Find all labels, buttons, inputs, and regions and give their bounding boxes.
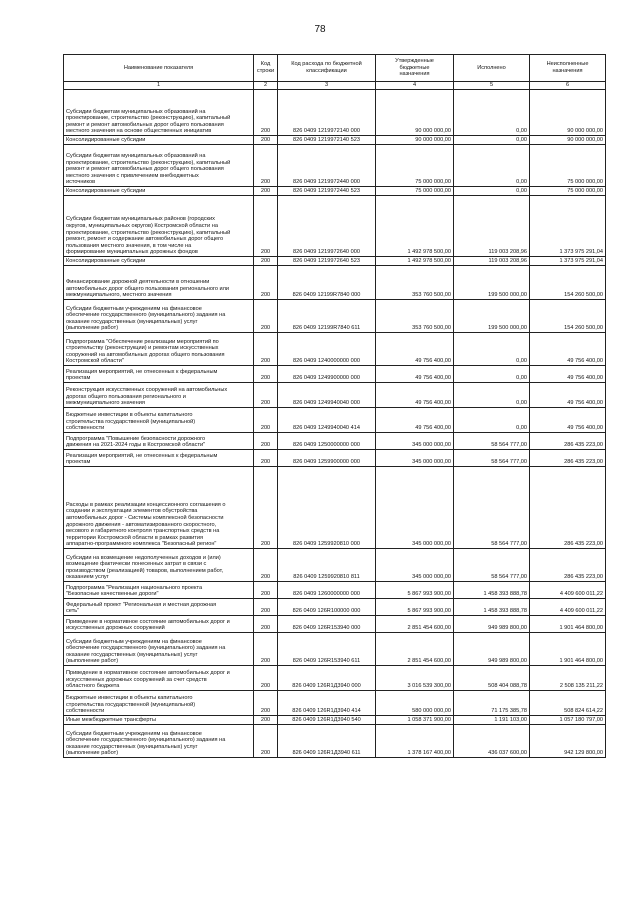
- row-unexecuted-amount: 942 129 800,00: [530, 725, 606, 758]
- row-name: Бюджетные инвестиции в объекты капитального строительства государственной (муниципальной) собственности: [64, 408, 254, 433]
- row-line-code: 200: [254, 266, 278, 300]
- row-name: Расходы в рамках реализации концессионного соглашения о создании и эксплуатации элементов обустройства автомобильных дорог - Системы комплексной безопасности дорожного движения - автоматизированного скоростного, весового и габаритного контроля транспортных средств на территории Костромской области в рамках развития аппаратно-программного комплекса "Безопасный регион": [64, 467, 254, 549]
- row-executed-amount: 0,00: [454, 383, 530, 408]
- row-approved-amount: 90 000 000,00: [376, 136, 454, 145]
- table-row: [64, 266, 606, 300]
- row-executed-amount: 0,00: [454, 145, 530, 187]
- row-name: Субсидии бюджетным учреждениям на финансовое обеспечение государственного (муниципального) задания на оказание государственных (муниципальных) услуг (выполнение работ): [64, 633, 254, 666]
- row-line-code: 200: [254, 300, 278, 333]
- row-name: Подпрограмма "Обеспечение реализации мероприятий по строительству (реконструкции) и ремонтам искусственных сооружений на автомобильных дорогах общего пользования Костромской области": [64, 333, 254, 366]
- row-budget-code: 826 0409 12199R7840 000: [278, 266, 376, 300]
- column-number: 2: [254, 82, 278, 90]
- row-approved-amount: 345 000 000,00: [376, 433, 454, 450]
- row-budget-code: 826 0409 1219972440 523: [278, 187, 376, 196]
- row-unexecuted-amount: 154 260 500,00: [530, 300, 606, 333]
- row-name: Консолидированные субсидии: [64, 187, 254, 196]
- row-name: Подпрограмма "Повышение безопасности дорожного движения на 2021-2024 годы в Костромской области": [64, 433, 254, 450]
- row-approved-amount: 353 760 500,00: [376, 266, 454, 300]
- row-unexecuted-amount: 4 409 600 011,22: [530, 599, 606, 616]
- table-row: [64, 145, 606, 187]
- table-row: [64, 433, 606, 450]
- row-name: Субсидии бюджетам муниципальных образований на проектирование, строительство (реконструкцию), капитальный ремонт и ремонт автомобильных дорог общего пользования местного значения с привлечением внебюджетных источников: [64, 145, 254, 187]
- row-executed-amount: 58 564 777,00: [454, 467, 530, 549]
- row-unexecuted-amount: 75 000 000,00: [530, 187, 606, 196]
- row-unexecuted-amount: 49 756 400,00: [530, 333, 606, 366]
- table-row: [64, 136, 606, 145]
- row-executed-amount: 119 003 208,96: [454, 257, 530, 266]
- row-line-code: 200: [254, 582, 278, 599]
- row-name: Субсидии бюджетам муниципальных образований на проектирование, строительство (реконструкцию), капитальный ремонт и ремонт автомобильных дорог общего пользования местного значения на основе общественных инициатив: [64, 90, 254, 136]
- row-approved-amount: 2 851 454 600,00: [376, 616, 454, 633]
- row-line-code: 200: [254, 383, 278, 408]
- row-unexecuted-amount: 1 373 975 291,04: [530, 257, 606, 266]
- row-line-code: 200: [254, 691, 278, 716]
- row-unexecuted-amount: 49 756 400,00: [530, 366, 606, 383]
- column-header-name: Наименование показателя: [64, 55, 254, 82]
- column-number-row: [64, 82, 606, 90]
- row-line-code: 200: [254, 196, 278, 257]
- table-row: [64, 257, 606, 266]
- budget-execution-table: [63, 54, 606, 758]
- row-line-code: 200: [254, 366, 278, 383]
- row-executed-amount: 949 989 800,00: [454, 633, 530, 666]
- row-approved-amount: 353 760 500,00: [376, 300, 454, 333]
- table-row: [64, 582, 606, 599]
- table-row: [64, 691, 606, 716]
- row-budget-code: 826 0409 1249940040 000: [278, 383, 376, 408]
- row-budget-code: 826 0409 1259900000 000: [278, 450, 376, 467]
- row-budget-code: 826 0409 126R1Д3940 611: [278, 725, 376, 758]
- row-approved-amount: 5 867 993 900,00: [376, 599, 454, 616]
- row-unexecuted-amount: 1 057 180 797,00: [530, 716, 606, 725]
- row-unexecuted-amount: 286 435 223,00: [530, 450, 606, 467]
- row-unexecuted-amount: 286 435 223,00: [530, 433, 606, 450]
- table-row: [64, 666, 606, 691]
- row-name: Субсидии бюджетам муниципальных районов (городских округов, муниципальных округов) Костромской области на проектирование, строительство (реконструкцию), капитальный ремонт, ремонт и содержание автомобильных дорог общего пользования местного значения, в том числе на формирование муниципальных дорожных фондов: [64, 196, 254, 257]
- header-row: [64, 55, 606, 82]
- row-approved-amount: 49 756 400,00: [376, 333, 454, 366]
- table-row: [64, 333, 606, 366]
- row-approved-amount: 1 058 371 900,00: [376, 716, 454, 725]
- row-name: Иные межбюджетные трансферты: [64, 716, 254, 725]
- column-number: 4: [376, 82, 454, 90]
- column-header-approved: Утвержденные бюджетные назначения: [376, 55, 454, 82]
- column-number: 3: [278, 82, 376, 90]
- row-unexecuted-amount: 154 260 500,00: [530, 266, 606, 300]
- row-approved-amount: 90 000 000,00: [376, 90, 454, 136]
- row-budget-code: 826 0409 1219972640 523: [278, 257, 376, 266]
- row-line-code: 200: [254, 549, 278, 582]
- row-budget-code: 826 0409 1240000000 000: [278, 333, 376, 366]
- row-name: Финансирование дорожной деятельности в отношении автомобильных дорог общего пользования регионального или межмуниципального, местного значения: [64, 266, 254, 300]
- row-unexecuted-amount: 49 756 400,00: [530, 383, 606, 408]
- row-executed-amount: 58 564 777,00: [454, 433, 530, 450]
- row-budget-code: 826 0409 1249940040 414: [278, 408, 376, 433]
- table-row: [64, 300, 606, 333]
- row-line-code: 200: [254, 136, 278, 145]
- table-body: [64, 90, 606, 758]
- row-budget-code: 826 0409 1260000000 000: [278, 582, 376, 599]
- row-name: Подпрограмма "Реализация национального проекта "Безопасные качественные дороги": [64, 582, 254, 599]
- table-row: [64, 196, 606, 257]
- row-budget-code: 826 0409 1219972640 000: [278, 196, 376, 257]
- row-unexecuted-amount: 75 000 000,00: [530, 145, 606, 187]
- row-line-code: 200: [254, 450, 278, 467]
- row-executed-amount: 436 037 600,00: [454, 725, 530, 758]
- row-line-code: 200: [254, 616, 278, 633]
- row-name: Субсидии на возмещение недополученных доходов и (или) возмещение фактически понесенных затрат в связи с производством (реализацией) товаров, выполнением работ, оказанием услуг: [64, 549, 254, 582]
- row-executed-amount: 0,00: [454, 333, 530, 366]
- row-name: Консолидированные субсидии: [64, 136, 254, 145]
- row-name: Субсидии бюджетным учреждениям на финансовое обеспечение государственного (муниципального) задания на оказание государственных (муниципальных) услуг (выполнение работ): [64, 300, 254, 333]
- row-name: Приведение в нормативное состояние автомобильных дорог и искусственных дорожных сооружений: [64, 616, 254, 633]
- row-approved-amount: 345 000 000,00: [376, 450, 454, 467]
- row-budget-code: 826 0409 126R100000 000: [278, 599, 376, 616]
- row-budget-code: 826 0409 126R1Д3940 000: [278, 666, 376, 691]
- row-approved-amount: 1 492 978 500,00: [376, 257, 454, 266]
- row-unexecuted-amount: 508 824 614,22: [530, 691, 606, 716]
- row-budget-code: 826 0409 1219972440 000: [278, 145, 376, 187]
- table-row: [64, 187, 606, 196]
- column-header-budget-code: Код расхода по бюджетной классификации: [278, 55, 376, 82]
- row-budget-code: 826 0409 126R153940 000: [278, 616, 376, 633]
- table-row: [64, 725, 606, 758]
- row-approved-amount: 75 000 000,00: [376, 145, 454, 187]
- row-line-code: 200: [254, 599, 278, 616]
- row-name: Консолидированные субсидии: [64, 257, 254, 266]
- row-approved-amount: 1 378 167 400,00: [376, 725, 454, 758]
- table-row: [64, 549, 606, 582]
- row-unexecuted-amount: 1 901 464 800,00: [530, 616, 606, 633]
- column-header-line-code: Код строки: [254, 55, 278, 82]
- row-unexecuted-amount: 90 000 000,00: [530, 90, 606, 136]
- row-unexecuted-amount: 1 373 975 291,04: [530, 196, 606, 257]
- table-row: [64, 716, 606, 725]
- table-row: [64, 90, 606, 136]
- row-unexecuted-amount: 286 435 223,00: [530, 549, 606, 582]
- row-line-code: 200: [254, 433, 278, 450]
- row-budget-code: 826 0409 126R1Д3940 540: [278, 716, 376, 725]
- row-line-code: 200: [254, 467, 278, 549]
- row-approved-amount: 5 867 993 900,00: [376, 582, 454, 599]
- row-executed-amount: 119 003 208,96: [454, 196, 530, 257]
- row-line-code: 200: [254, 333, 278, 366]
- table-row: [64, 408, 606, 433]
- row-approved-amount: 49 756 400,00: [376, 366, 454, 383]
- row-name: Приведение в нормативное состояние автомобильных дорог и искусственных дорожных сооружений за счет средств областного бюджета: [64, 666, 254, 691]
- row-budget-code: 826 0409 1219972140 523: [278, 136, 376, 145]
- row-unexecuted-amount: 2 508 135 211,22: [530, 666, 606, 691]
- row-approved-amount: 345 000 000,00: [376, 467, 454, 549]
- row-name: Субсидии бюджетным учреждениям на финансовое обеспечение государственного (муниципального) задания на оказание государственных (муниципальных) услуг (выполнение работ): [64, 725, 254, 758]
- table-row: [64, 467, 606, 549]
- column-header-executed: Исполнено: [454, 55, 530, 82]
- row-unexecuted-amount: 49 756 400,00: [530, 408, 606, 433]
- row-executed-amount: 0,00: [454, 187, 530, 196]
- row-executed-amount: 71 175 385,78: [454, 691, 530, 716]
- table-row: [64, 633, 606, 666]
- row-budget-code: 826 0409 12199R7840 611: [278, 300, 376, 333]
- row-unexecuted-amount: 90 000 000,00: [530, 136, 606, 145]
- row-name: Реализация мероприятий, не отнесенных к федеральным проектам: [64, 450, 254, 467]
- row-budget-code: 826 0409 126R1Д3940 414: [278, 691, 376, 716]
- row-approved-amount: 345 000 000,00: [376, 549, 454, 582]
- row-line-code: 200: [254, 145, 278, 187]
- row-budget-code: 826 0409 1259920810 811: [278, 549, 376, 582]
- row-line-code: 200: [254, 408, 278, 433]
- column-number: 5: [454, 82, 530, 90]
- row-approved-amount: 49 756 400,00: [376, 408, 454, 433]
- row-name: Федеральный проект "Региональная и местная дорожная сеть": [64, 599, 254, 616]
- page-number: 78: [314, 24, 326, 35]
- row-executed-amount: 508 404 088,78: [454, 666, 530, 691]
- row-executed-amount: 1 458 393 888,78: [454, 599, 530, 616]
- column-number: 1: [64, 82, 254, 90]
- table-row: [64, 366, 606, 383]
- row-approved-amount: 49 756 400,00: [376, 383, 454, 408]
- row-budget-code: 826 0409 1219972140 000: [278, 90, 376, 136]
- row-executed-amount: 0,00: [454, 90, 530, 136]
- row-name: Реализация мероприятий, не отнесенных к федеральным проектам: [64, 366, 254, 383]
- column-header-unexecuted: Неисполненные назначения: [530, 55, 606, 82]
- row-line-code: 200: [254, 716, 278, 725]
- row-budget-code: 826 0409 1259920810 000: [278, 467, 376, 549]
- row-line-code: 200: [254, 725, 278, 758]
- row-line-code: 200: [254, 633, 278, 666]
- row-unexecuted-amount: 1 901 464 800,00: [530, 633, 606, 666]
- row-executed-amount: 199 500 000,00: [454, 300, 530, 333]
- row-name: Бюджетные инвестиции в объекты капитального строительства государственной (муниципальной) собственности: [64, 691, 254, 716]
- row-executed-amount: 0,00: [454, 136, 530, 145]
- row-approved-amount: 3 016 539 300,00: [376, 666, 454, 691]
- row-line-code: 200: [254, 90, 278, 136]
- row-approved-amount: 580 000 000,00: [376, 691, 454, 716]
- row-budget-code: 826 0409 126R153940 611: [278, 633, 376, 666]
- table-row: [64, 450, 606, 467]
- row-executed-amount: 1 458 393 888,78: [454, 582, 530, 599]
- row-executed-amount: 949 989 800,00: [454, 616, 530, 633]
- row-line-code: 200: [254, 666, 278, 691]
- row-budget-code: 826 0409 1249900000 000: [278, 366, 376, 383]
- row-unexecuted-amount: 286 435 223,00: [530, 467, 606, 549]
- row-approved-amount: 1 492 978 500,00: [376, 196, 454, 257]
- row-name: Реконструкция искусственных сооружений на автомобильных дорогах общего пользования регионального и межмуниципального значения: [64, 383, 254, 408]
- row-line-code: 200: [254, 187, 278, 196]
- table-row: [64, 599, 606, 616]
- row-executed-amount: 0,00: [454, 408, 530, 433]
- row-approved-amount: 2 851 454 600,00: [376, 633, 454, 666]
- row-approved-amount: 75 000 000,00: [376, 187, 454, 196]
- table-row: [64, 616, 606, 633]
- row-executed-amount: 0,00: [454, 366, 530, 383]
- row-executed-amount: 1 191 103,00: [454, 716, 530, 725]
- row-executed-amount: 58 564 777,00: [454, 450, 530, 467]
- row-executed-amount: 58 564 777,00: [454, 549, 530, 582]
- column-number: 6: [530, 82, 606, 90]
- row-unexecuted-amount: 4 409 600 011,22: [530, 582, 606, 599]
- row-budget-code: 826 0409 1250000000 000: [278, 433, 376, 450]
- table-row: [64, 383, 606, 408]
- row-executed-amount: 199 500 000,00: [454, 266, 530, 300]
- row-line-code: 200: [254, 257, 278, 266]
